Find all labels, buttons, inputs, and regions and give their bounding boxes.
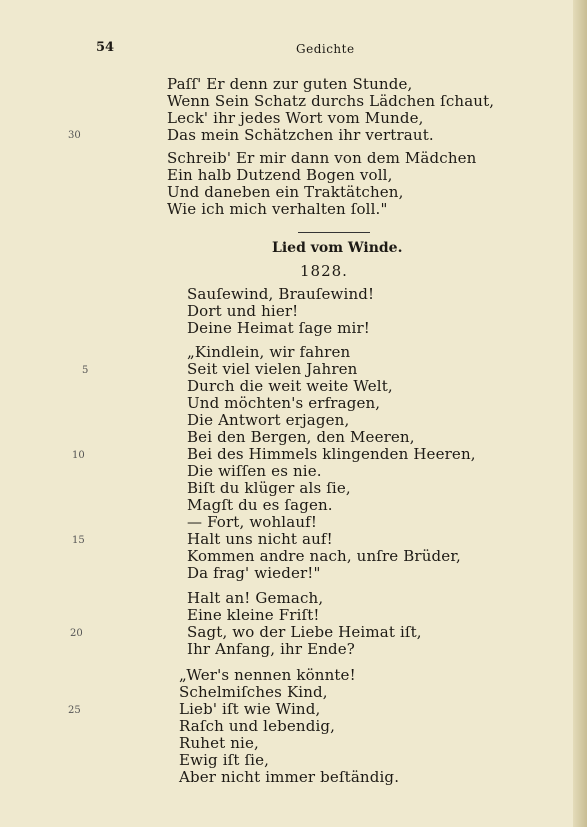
line-number: 15 [72, 535, 85, 546]
verse-line: Bei den Bergen, den Meeren, [187, 428, 415, 446]
verse-line: Halt uns nicht auf! [187, 530, 333, 548]
line-number: 10 [72, 450, 85, 461]
verse-line: — Fort, wohlauf! [187, 513, 318, 531]
verse-line: Sagt, wo der Liebe Heimat iſt, [187, 623, 422, 641]
page-edge [573, 0, 587, 827]
verse-line: Magſt du es ſagen. [187, 496, 333, 514]
verse-line: Die wiſſen es nie. [187, 462, 322, 480]
verse-line: Halt an! Gemach, [187, 589, 324, 607]
verse-line: Bei des Himmels klingenden Heeren, [187, 445, 476, 463]
verse-line: Wenn Sein Schatz durchs Lädchen ſchaut, [167, 92, 495, 110]
verse-line: Da frag' wieder!" [187, 564, 321, 582]
line-number: 20 [70, 628, 83, 639]
verse-line: Lieb' iſt wie Wind, [179, 700, 321, 718]
verse-line: Das mein Schätzchen ihr vertraut. [167, 126, 434, 144]
poem-title: Lied vom Winde. [272, 240, 403, 256]
verse-line: Schreib' Er mir dann von dem Mädchen [167, 149, 477, 167]
verse-line: Kommen andre nach, unſre Brüder, [187, 547, 461, 565]
separator-rule [298, 232, 370, 233]
verse-line: Durch die weit weite Welt, [187, 377, 393, 395]
verse-line: Deine Heimat ſage mir! [187, 319, 370, 337]
line-number: 5 [82, 365, 89, 376]
verse-line: Eine kleine Friſt! [187, 606, 320, 624]
poem-year: 1828. [300, 262, 348, 280]
verse-line: Biſt du klüger als ſie, [187, 479, 351, 497]
verse-line: Und daneben ein Traktätchen, [167, 183, 404, 201]
verse-line: Aber nicht immer beſtändig. [179, 768, 400, 786]
line-number: 25 [68, 705, 81, 716]
verse-line: „Wer's nennen könnte! [179, 666, 356, 684]
verse-line: Raſch und lebendig, [179, 717, 336, 735]
verse-line: Schelmiſches Kind, [179, 683, 328, 701]
verse-line: Ein halb Dutzend Bogen voll, [167, 166, 393, 184]
line-number: 30 [68, 130, 81, 141]
verse-line: Die Antwort erjagen, [187, 411, 350, 429]
verse-line: Dort und hier! [187, 302, 299, 320]
verse-line: Leck' ihr jedes Wort vom Munde, [167, 109, 424, 127]
running-title: Gedichte [296, 42, 355, 56]
verse-line: Ruhet nie, [179, 734, 259, 752]
verse-line: Sauſewind, Brauſewind! [187, 285, 375, 303]
verse-line: Seit viel vielen Jahren [187, 360, 358, 378]
verse-line: Paſſ' Er denn zur guten Stunde, [167, 75, 413, 93]
page-number: 54 [96, 40, 115, 55]
verse-line: „Kindlein, wir fahren [187, 343, 351, 361]
verse-line: Ihr Anfang, ihr Ende? [187, 640, 355, 658]
verse-line: Ewig iſt ſie, [179, 751, 270, 769]
verse-line: Wie ich mich verhalten ſoll." [167, 200, 388, 218]
verse-line: Und möchten's erfragen, [187, 394, 381, 412]
